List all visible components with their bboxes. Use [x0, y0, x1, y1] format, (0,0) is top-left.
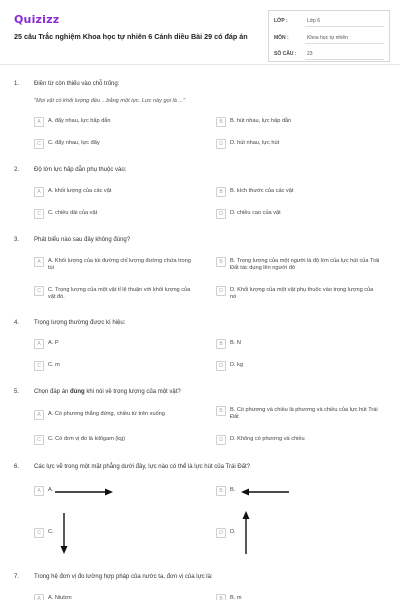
- option-letter-box: C: [34, 209, 44, 219]
- meta-box: [268, 10, 390, 62]
- arrow-up-icon: [242, 511, 250, 555]
- option-letter-box: D: [216, 286, 226, 296]
- question-number: 3.: [14, 237, 20, 243]
- question-text: Phát biểu nào sau đây không đúng?: [34, 237, 131, 243]
- option-text: A. Khối lượng của túi đường chỉ lượng đường chứa trong túi: [48, 258, 191, 272]
- option-letter-box: A: [34, 187, 44, 197]
- option-text: B.: [230, 487, 236, 493]
- question-text-emphasis: đúng: [70, 389, 85, 395]
- option-text: D. Khối lượng của một vật phụ thuộc vào trọng lượng của nó: [230, 287, 374, 301]
- option-letter-box: B: [216, 117, 226, 127]
- question-number: 5.: [14, 389, 20, 395]
- option-letter-box: C: [34, 435, 44, 445]
- option-letter-box: A: [34, 257, 44, 267]
- option-letter-box: A: [34, 339, 44, 349]
- meta-underline: [305, 43, 384, 44]
- option-text: B. Trọng lượng của một người là độ lớn của lực hút của Trái Đất tác dụng lên người đó: [230, 258, 380, 272]
- meta-row-class: [269, 13, 389, 30]
- meta-value: Lớp 6: [307, 18, 321, 24]
- option-letter-box: D: [216, 528, 226, 538]
- question-text: [34, 389, 374, 395]
- question-text: Trọng lượng thường được kí hiệu:: [34, 320, 126, 326]
- arrow-down-icon: [60, 513, 68, 555]
- question-number: 2.: [14, 167, 20, 173]
- option-text: B. kích thước của các vật: [230, 188, 294, 194]
- question-text-post: khi nói về trọng lượng của một vật?: [84, 389, 181, 395]
- option-text: D. kg: [230, 362, 244, 368]
- option-text: C. Trọng lượng của một vật tỉ lệ thuận với khối lượng của vật đó.: [48, 287, 191, 301]
- arrow-right-icon: [55, 488, 115, 496]
- question-text: Các lực vẽ trong một mặt phẳng dưới đây, lực nào có thể là lực hút của Trái Đất?: [34, 464, 250, 470]
- option-text: A.: [48, 487, 54, 493]
- option-letter-box: D: [216, 361, 226, 371]
- option-text: C. chiều dài của vật: [48, 210, 98, 216]
- option-text: C. đẩy nhau, lực đẩy: [48, 140, 100, 146]
- option-letter-box: A: [34, 410, 44, 420]
- option-text: A. đẩy nhau, lực hấp dẫn: [48, 118, 111, 124]
- option-text: B. hút nhau, lực hấp dẫn: [230, 118, 292, 124]
- option-letter-box: B: [216, 594, 226, 600]
- option-text: B. N: [230, 340, 241, 346]
- option-text: A. Niutơn: [48, 595, 72, 600]
- meta-row-subject: [269, 30, 389, 47]
- option-letter-box: B: [216, 187, 226, 197]
- option-letter-box: A: [34, 117, 44, 127]
- question-subtext: "Mọi vật có khối lượng đều ...bằng một lực. Lực này gọi là ...": [34, 98, 186, 104]
- meta-key: LỚP :: [274, 18, 288, 24]
- quizizz-logo: Quizizz: [14, 13, 60, 26]
- option-text: B. m: [230, 595, 242, 600]
- option-letter-box: C: [34, 528, 44, 538]
- option-letter-box: D: [216, 435, 226, 445]
- option-letter-box: B: [216, 486, 226, 496]
- question-number: 6.: [14, 464, 20, 470]
- meta-key: SỐ CÂU :: [274, 51, 297, 57]
- option-letter-box: A: [34, 594, 44, 600]
- option-letter-box: C: [34, 361, 44, 371]
- meta-underline: [305, 59, 384, 60]
- option-text: A. P: [48, 340, 59, 346]
- meta-value: Khoa học tự nhiên: [307, 35, 348, 41]
- question-number: 4.: [14, 320, 20, 326]
- option-text: D. hút nhau, lực hút: [230, 140, 280, 146]
- option-text: D. chiều cao của vật: [230, 210, 281, 216]
- arrow-left-icon: [241, 488, 291, 496]
- option-text: C. m: [48, 362, 60, 368]
- meta-underline: [305, 26, 384, 27]
- option-text: C. Có đơn vị đo là kilôgam (kg): [48, 436, 126, 442]
- option-letter-box: C: [34, 139, 44, 149]
- option-letter-box: A: [34, 486, 44, 496]
- question-text: Độ lớn lực hấp dẫn phụ thuộc vào:: [34, 167, 127, 173]
- option-letter-box: D: [216, 209, 226, 219]
- option-letter-box: B: [216, 339, 226, 349]
- option-text: A. Có phương thẳng đứng, chiều từ trên xuống: [48, 411, 165, 417]
- option-text: C.: [48, 529, 54, 535]
- option-letter-box: B: [216, 406, 226, 416]
- option-text: A. khối lượng của các vật: [48, 188, 112, 194]
- meta-value: 23: [307, 51, 313, 57]
- meta-row-count: [269, 46, 389, 63]
- option-text: D. Không có phương và chiều: [230, 436, 305, 442]
- question-number: 1.: [14, 81, 20, 87]
- header-divider: [0, 64, 400, 65]
- question-text: Điền từ còn thiếu vào chỗ trống:: [34, 81, 120, 87]
- option-letter-box: C: [34, 286, 44, 296]
- meta-key: MÔN :: [274, 35, 289, 41]
- question-text: Trong hệ đơn vị đo lường hợp pháp của nước ta, đơn vị của lực là:: [34, 574, 213, 580]
- question-text-pre: Chọn đáp án: [34, 389, 71, 395]
- question-number: 7.: [14, 574, 20, 580]
- option-letter-box: B: [216, 257, 226, 267]
- worksheet-title: 25 câu Trắc nghiệm Khoa học tự nhiên 6 Cánh diều Bài 29 có đáp án: [14, 32, 248, 41]
- option-text: D.: [230, 529, 236, 535]
- option-letter-box: D: [216, 139, 226, 149]
- option-text: B. Có phương và chiều là phương và chiều của lực hút Trái Đất: [230, 407, 378, 421]
